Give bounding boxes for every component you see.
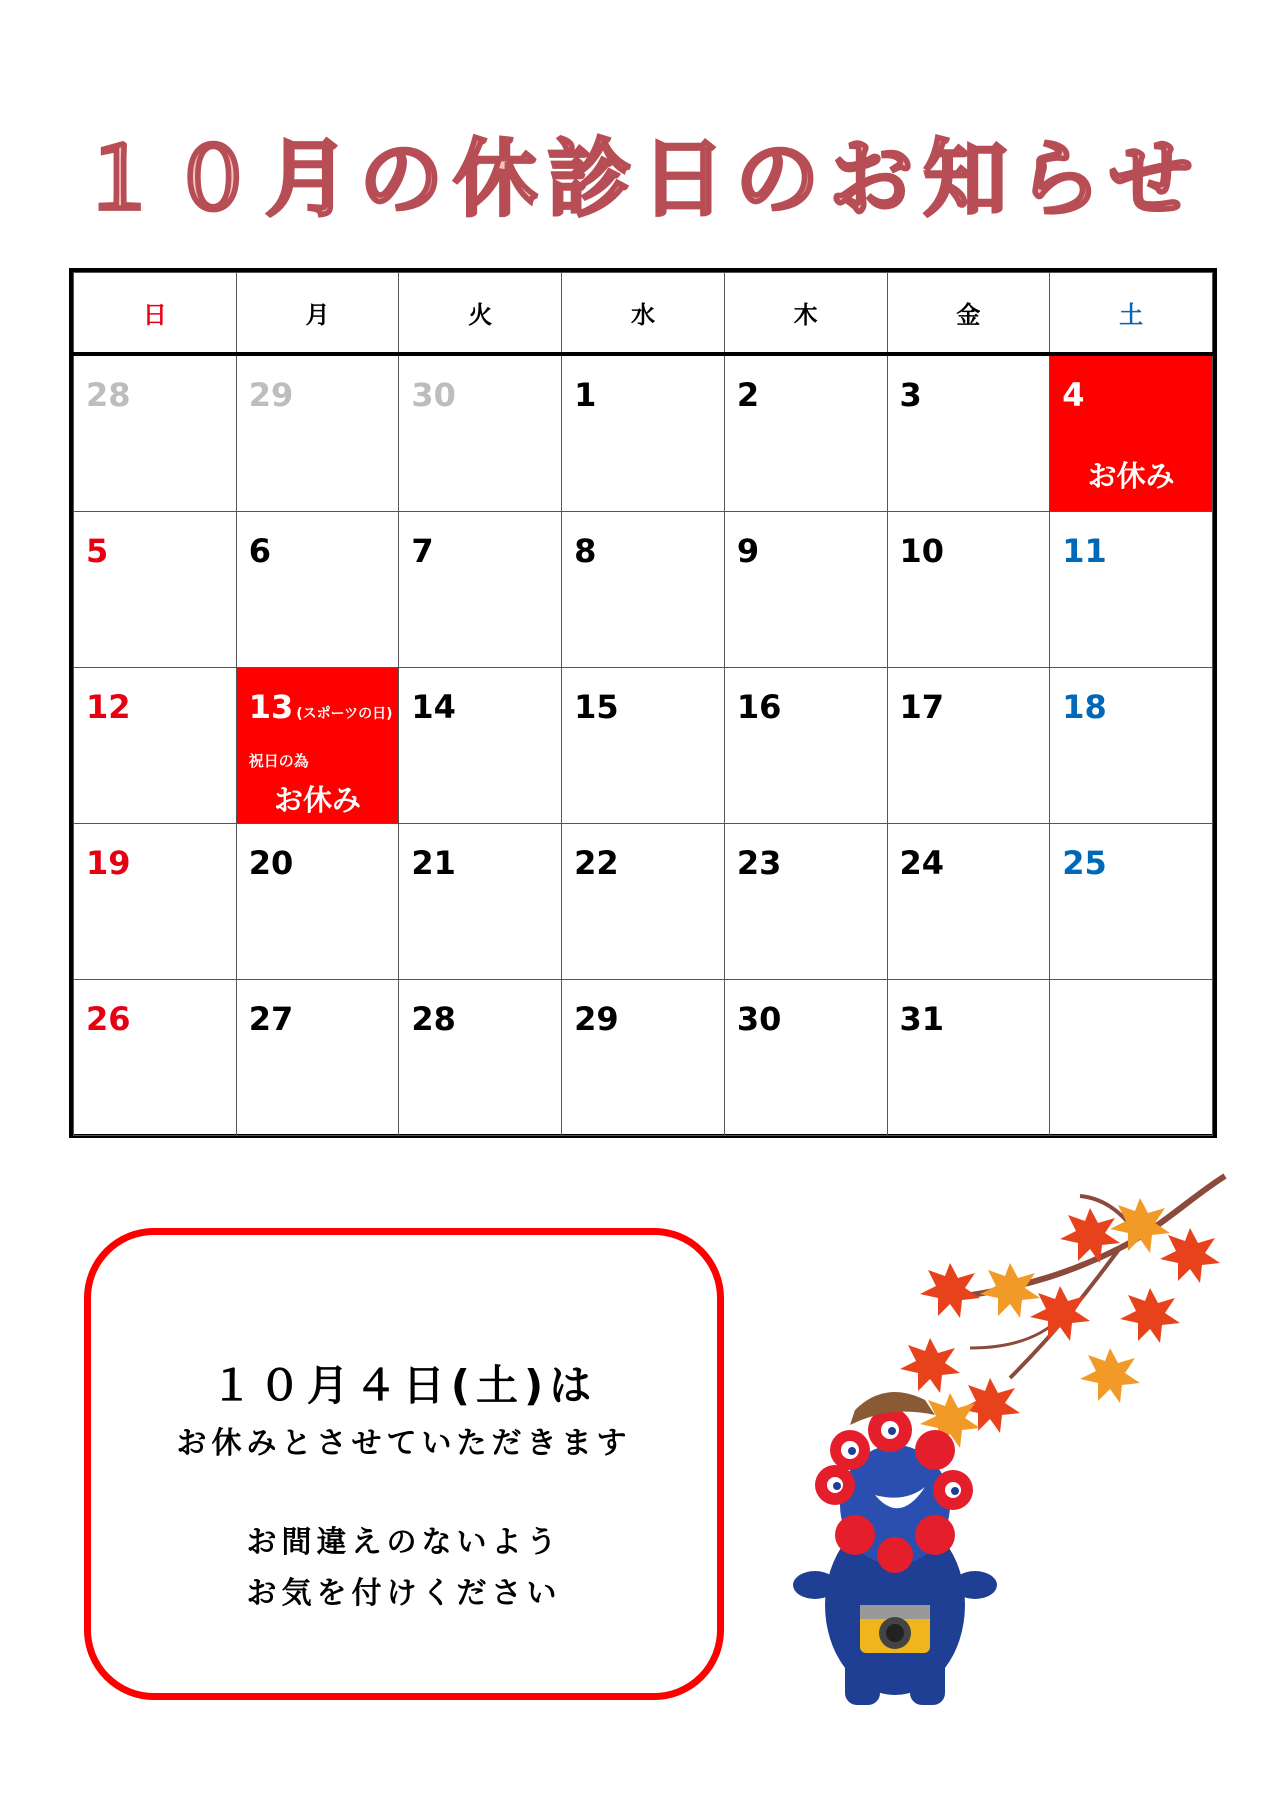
holiday-note: 祝日の為 <box>248 752 309 770</box>
weekday-tuesday: 火 <box>399 273 562 355</box>
notice-closed-date: １０月４日(土)は <box>210 1361 598 1410</box>
day-cell <box>399 512 562 668</box>
day-cell <box>399 824 562 980</box>
notice-caution-line-1: お間違えのないよう <box>246 1525 562 1560</box>
page-title: １０月の休診日のお知らせ <box>77 130 1203 228</box>
weekday-saturday: 土 <box>1050 273 1213 355</box>
day-cell <box>887 512 1050 668</box>
day-number: 7 <box>411 532 434 570</box>
day-number: 3 <box>899 376 922 414</box>
day-cell <box>74 512 237 668</box>
day-number: 20 <box>248 844 294 882</box>
day-cell <box>1050 824 1213 980</box>
weekday-monday: 月 <box>236 273 399 355</box>
weekday-header-row <box>74 273 1213 355</box>
day-number: 11 <box>1062 532 1107 570</box>
day-cell <box>562 354 725 512</box>
day-number: 30 <box>736 1000 782 1038</box>
day-number: 5 <box>86 532 109 570</box>
day-number: 29 <box>248 376 294 414</box>
day-cell <box>74 668 237 824</box>
calendar-week-5 <box>74 980 1213 1136</box>
closed-label: お休み <box>1087 459 1175 493</box>
day-cell <box>399 980 562 1136</box>
day-number: 21 <box>411 844 456 882</box>
notice-caution-line-2: お気を付けください <box>246 1576 562 1611</box>
day-number: 4 <box>1062 376 1085 414</box>
calendar-week-3 <box>74 668 1213 824</box>
day-number: 27 <box>248 1000 294 1038</box>
closed-label: お休み <box>274 783 362 817</box>
day-cell <box>399 354 562 512</box>
day-number: 23 <box>736 844 782 882</box>
day-number: 16 <box>736 688 782 726</box>
day-number <box>249 688 393 726</box>
day-cell <box>887 668 1050 824</box>
day-cell <box>562 824 725 980</box>
notice-closed-message: お休みとさせていただきます <box>176 1426 632 1461</box>
day-number: 10 <box>899 532 945 570</box>
day-number: 26 <box>86 1000 131 1038</box>
calendar <box>69 268 1217 1138</box>
mascot-character-with-camera-icon <box>775 1375 1015 1715</box>
day-cell <box>562 512 725 668</box>
day-cell <box>724 980 887 1136</box>
day-number: 15 <box>574 688 619 726</box>
day-number: 28 <box>86 376 131 414</box>
day-cell-closed <box>236 668 399 824</box>
day-cell <box>399 668 562 824</box>
day-number: 24 <box>899 844 945 882</box>
weekday-wednesday: 水 <box>562 273 725 355</box>
day-number-value: 13 <box>248 688 294 726</box>
day-number: 29 <box>574 1000 619 1038</box>
day-cell <box>724 668 887 824</box>
day-number: 19 <box>86 844 131 882</box>
day-number: 18 <box>1062 688 1107 726</box>
day-number: 30 <box>411 376 456 414</box>
day-cell <box>724 824 887 980</box>
weekday-thursday: 木 <box>724 273 887 355</box>
day-cell <box>724 512 887 668</box>
day-number: 14 <box>411 688 456 726</box>
day-cell <box>887 980 1050 1136</box>
day-cell <box>724 354 887 512</box>
calendar-week-2 <box>74 512 1213 668</box>
day-cell-closed <box>1050 354 1213 512</box>
day-number: 22 <box>574 844 619 882</box>
day-number: 8 <box>574 532 597 570</box>
day-number: 6 <box>248 532 271 570</box>
day-cell <box>74 354 237 512</box>
day-number: 2 <box>736 376 760 414</box>
day-number: 31 <box>899 1000 945 1038</box>
day-cell <box>562 668 725 824</box>
day-number: 9 <box>736 532 760 570</box>
weekday-sunday: 日 <box>74 273 237 355</box>
day-cell <box>1050 512 1213 668</box>
day-cell <box>74 980 237 1136</box>
notice-box <box>84 1228 724 1700</box>
day-cell <box>887 824 1050 980</box>
day-cell <box>562 980 725 1136</box>
calendar-week-1 <box>74 354 1213 512</box>
day-cell <box>74 824 237 980</box>
holiday-name: (スポーツの日) <box>296 706 393 722</box>
day-number: 1 <box>574 376 597 414</box>
day-cell <box>236 512 399 668</box>
day-cell <box>236 980 399 1136</box>
day-number: 28 <box>411 1000 456 1038</box>
weekday-friday: 金 <box>887 273 1050 355</box>
day-number: 17 <box>899 688 945 726</box>
day-cell <box>1050 668 1213 824</box>
day-cell <box>887 354 1050 512</box>
day-cell <box>236 824 399 980</box>
calendar-grid <box>73 272 1213 1136</box>
day-cell <box>236 354 399 512</box>
calendar-week-4 <box>74 824 1213 980</box>
day-number: 12 <box>86 688 131 726</box>
day-number: 25 <box>1062 844 1107 882</box>
day-cell-empty <box>1050 980 1213 1136</box>
